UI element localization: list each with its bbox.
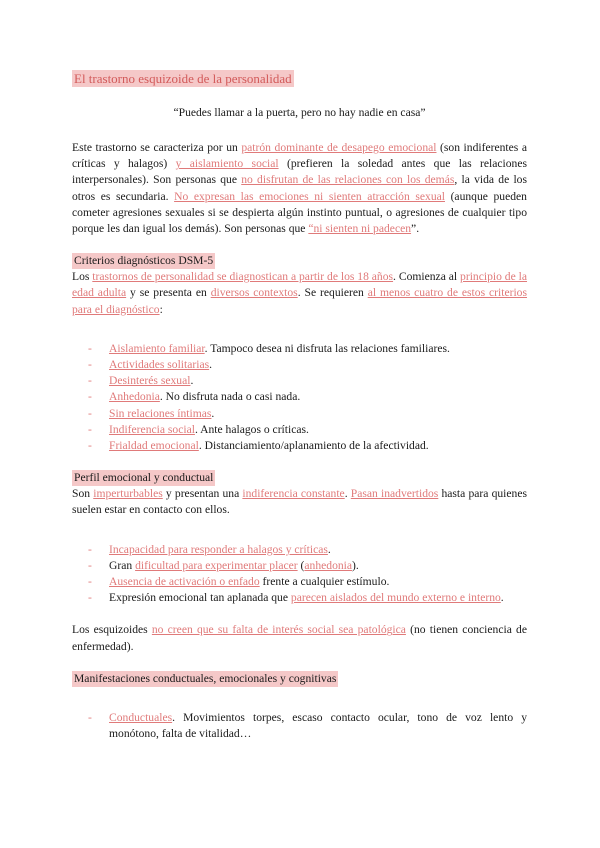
- list-item: [72, 542, 527, 558]
- emphasis-text: Anhedonia: [109, 390, 160, 404]
- emphasis-text: parecen aislados del mundo externo e interno: [290, 591, 501, 605]
- body-text: .: [209, 358, 213, 372]
- body-text: Los: [72, 270, 93, 284]
- body-text: (aunque pueden cometer agresiones sexuales si se despierta algún instinto puntual, o agresiones de cualquier tipo porque les dan igual los demás). Son personas que: [72, 189, 527, 236]
- body-text: . Ante halagos o críticas.: [194, 422, 309, 436]
- body-text: frente a cualquier estímulo.: [259, 575, 390, 589]
- body-text: ”.: [411, 222, 420, 236]
- body-text: .: [500, 591, 504, 605]
- emphasis-text: “ni sienten ni padecen: [308, 222, 412, 236]
- emphasis-text: Incapacidad para responder a halagos y críticas: [109, 542, 328, 556]
- bullet-dash: -: [88, 542, 92, 556]
- list-item: [72, 558, 527, 574]
- emphasis-text: Desinterés sexual: [109, 374, 191, 388]
- document-page: [72, 70, 527, 742]
- body-text: Gran: [109, 558, 136, 572]
- body-text: .: [211, 406, 215, 420]
- list-item: [72, 341, 527, 357]
- body-text: (son indiferentes a críticas y halagos): [72, 141, 527, 171]
- emphasis-text: No expresan las emociones ni sienten atracción sexual: [174, 189, 445, 203]
- emphasis-text: principio de la edad adulta: [72, 270, 528, 300]
- emphasis-text: Pasan inadvertidos: [350, 487, 439, 501]
- manifestations-heading: Manifestaciones conductuales, emocionales y cognitivas: [74, 671, 337, 685]
- bullet-dash: -: [88, 591, 92, 605]
- emphasis-text: Sin relaciones íntimas: [109, 406, 212, 420]
- bullet-dash: -: [88, 710, 92, 724]
- body-text: . Se requieren: [297, 286, 368, 300]
- bullet-dash: -: [88, 558, 92, 572]
- bullet-dash: -: [88, 439, 92, 453]
- emphasis-text: dificultad para experimentar placer: [135, 558, 298, 572]
- profile-heading: Perfil emocional y conductual: [74, 471, 214, 485]
- profile-paragraph: [72, 486, 527, 518]
- list-item: [72, 373, 527, 389]
- bullet-dash: -: [88, 341, 92, 355]
- bullet-dash: -: [88, 358, 92, 372]
- list-item: [72, 406, 527, 422]
- body-text: Expresión emocional tan aplanada que: [109, 591, 291, 605]
- emphasis-text: diversos contextos: [210, 286, 298, 300]
- list-item: [72, 357, 527, 373]
- body-text: . Movimientos torpes, escaso contacto ocular, tono de voz lento y monótono, falta de vitalidad…: [109, 710, 527, 741]
- emphasis-text: patrón dominante de desapego emocional: [241, 141, 437, 154]
- body-text: Son: [72, 487, 94, 501]
- body-text: . Distanciamiento/aplanamiento de la afectividad.: [198, 439, 429, 453]
- body-text: y presentan una: [162, 487, 243, 501]
- emphasis-text: Actividades solitarias: [109, 358, 210, 372]
- bullet-dash: -: [88, 575, 92, 589]
- emphasis-text: imperturbables: [93, 487, 163, 501]
- list-item: [72, 438, 527, 454]
- emphasis-text: no creen que su falta de interés social sea patológica: [151, 623, 406, 637]
- body-text: (prefieren la soledad antes que las relaciones interpersonales). Son personas que: [72, 157, 527, 187]
- bullet-dash: -: [88, 374, 92, 388]
- criteria-paragraph: [72, 269, 527, 318]
- body-text: .: [327, 542, 331, 556]
- list-item: [72, 389, 527, 405]
- body-text: ).: [352, 558, 359, 572]
- bullet-dash: -: [88, 390, 92, 404]
- emphasis-text: Indiferencia social: [109, 422, 195, 436]
- list-item: [72, 574, 527, 590]
- list-item: [72, 590, 527, 606]
- list-item: [72, 422, 527, 438]
- emphasis-text: Aislamiento familiar: [109, 341, 205, 355]
- body-text: hasta para quienes suelen estar en contacto con ellos.: [72, 487, 527, 517]
- body-text: y se presenta en: [126, 286, 211, 300]
- profile-list: [72, 542, 527, 607]
- criteria-list: [72, 341, 527, 454]
- bullet-dash: -: [88, 422, 92, 436]
- intro-paragraph: [72, 140, 527, 237]
- body-text: . Tampoco desea ni disfruta las relaciones familiares.: [204, 341, 450, 355]
- profile-closing-paragraph: [72, 622, 527, 654]
- emphasis-text: trastornos de personalidad se diagnostican a partir de los 18 años: [92, 270, 394, 284]
- body-text: . Comienza al: [393, 270, 461, 284]
- body-text: .: [344, 487, 351, 501]
- criteria-heading: Criterios diagnósticos DSM-5: [74, 254, 214, 268]
- emphasis-text: no disfrutan de las relaciones con los demás: [241, 173, 455, 187]
- bullet-dash: -: [88, 406, 92, 420]
- emphasis-text: Frialdad emocional: [109, 439, 199, 453]
- body-text: (no tienen conciencia de enfermedad).: [72, 623, 527, 653]
- emphasis-text: indiferencia constante: [242, 487, 345, 501]
- body-text: (: [297, 558, 305, 572]
- page-title: El trastorno esquizoide de la personalidad: [74, 71, 292, 86]
- epigraph-quote: “Puedes llamar a la puerta, pero no hay nadie en casa”: [173, 106, 426, 119]
- body-text: . No disfruta nada o casi nada.: [159, 390, 301, 404]
- body-text: Los esquizoides: [72, 623, 152, 637]
- body-text: Este trastorno se caracteriza por un: [72, 141, 242, 154]
- emphasis-text: al menos cuatro de estos criterios para el diagnóstico: [72, 286, 527, 316]
- body-text: , la vida de los otros es secundaria.: [72, 173, 527, 203]
- body-text: :: [159, 302, 163, 316]
- emphasis-text: Ausencia de activación o enfado: [109, 575, 260, 589]
- emphasis-text: y aislamiento social: [175, 157, 279, 171]
- emphasis-text: Conductuales: [109, 710, 173, 724]
- body-text: .: [190, 374, 194, 388]
- manifestations-list: [72, 710, 527, 742]
- emphasis-text: anhedonia: [304, 558, 353, 572]
- list-item: [72, 710, 527, 742]
